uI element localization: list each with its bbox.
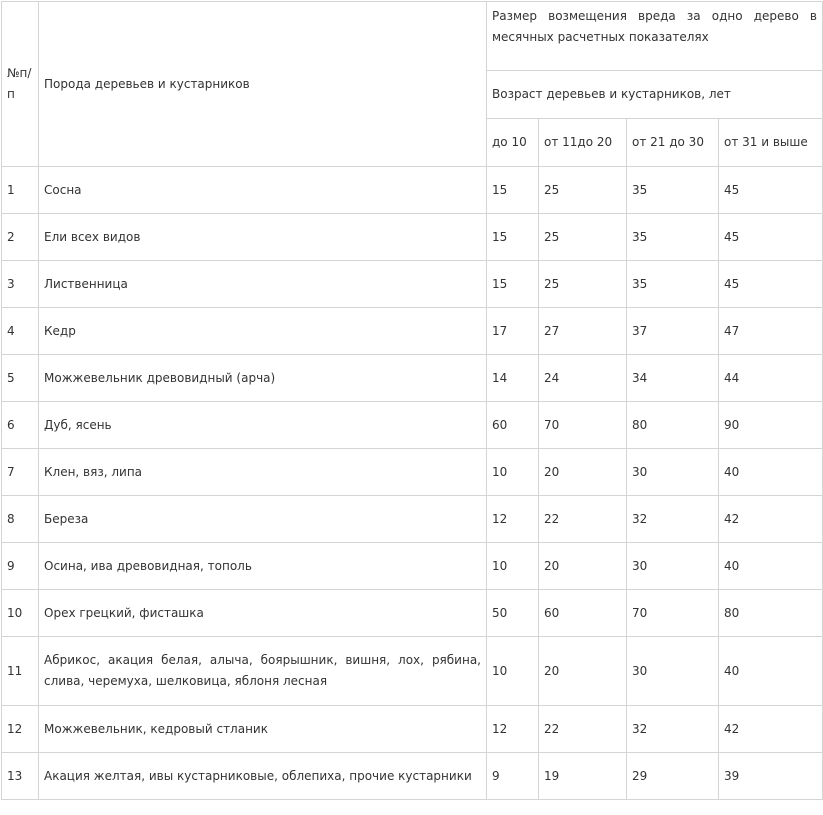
row-value: 40 [719, 637, 823, 706]
header-age-col: от 31 и выше [719, 119, 823, 167]
row-number: 8 [2, 496, 39, 543]
row-number: 7 [2, 449, 39, 496]
row-value: 22 [539, 706, 627, 753]
row-value: 70 [539, 402, 627, 449]
header-damage-size: Размер возмещения вреда за одно дерево в месячных расчетных показателях [487, 2, 823, 71]
table-row [2, 590, 823, 637]
row-number: 12 [2, 706, 39, 753]
row-species: Можжевельник, кедровый стланик [39, 706, 487, 753]
row-value: 80 [627, 402, 719, 449]
row-value: 15 [487, 261, 539, 308]
row-species: Лиственница [39, 261, 487, 308]
row-number: 11 [2, 637, 39, 706]
row-value: 14 [487, 355, 539, 402]
row-value: 42 [719, 706, 823, 753]
row-species: Абрикос, акация белая, алыча, боярышник, вишня, лох, рябина, слива, черемуха, шелковица, яблоня лесная [39, 637, 487, 706]
row-value: 20 [539, 637, 627, 706]
table-row [2, 261, 823, 308]
row-number: 9 [2, 543, 39, 590]
header-age-col: от 21 до 30 [627, 119, 719, 167]
table-row [2, 308, 823, 355]
header-age: Возраст деревьев и кустарников, лет [487, 71, 823, 119]
row-value: 35 [627, 167, 719, 214]
row-value: 22 [539, 496, 627, 543]
row-value: 12 [487, 706, 539, 753]
row-value: 90 [719, 402, 823, 449]
row-value: 37 [627, 308, 719, 355]
header-row-1 [2, 2, 823, 71]
table-row [2, 449, 823, 496]
row-value: 32 [627, 706, 719, 753]
row-value: 25 [539, 261, 627, 308]
row-value: 15 [487, 214, 539, 261]
row-species: Дуб, ясень [39, 402, 487, 449]
row-value: 40 [719, 543, 823, 590]
row-value: 20 [539, 449, 627, 496]
row-number: 13 [2, 753, 39, 800]
row-number: 5 [2, 355, 39, 402]
row-value: 45 [719, 167, 823, 214]
row-value: 9 [487, 753, 539, 800]
row-number: 3 [2, 261, 39, 308]
table-row [2, 637, 823, 706]
row-value: 80 [719, 590, 823, 637]
row-value: 10 [487, 637, 539, 706]
row-value: 45 [719, 261, 823, 308]
row-value: 60 [487, 402, 539, 449]
row-value: 60 [539, 590, 627, 637]
row-value: 27 [539, 308, 627, 355]
row-value: 42 [719, 496, 823, 543]
row-value: 40 [719, 449, 823, 496]
row-value: 29 [627, 753, 719, 800]
row-value: 30 [627, 637, 719, 706]
row-number: 2 [2, 214, 39, 261]
table-row [2, 543, 823, 590]
header-number: №п/п [2, 2, 39, 167]
row-value: 50 [487, 590, 539, 637]
row-value: 30 [627, 449, 719, 496]
table-row [2, 167, 823, 214]
row-value: 39 [719, 753, 823, 800]
table-row [2, 214, 823, 261]
row-species: Клен, вяз, липа [39, 449, 487, 496]
damage-rates-table [1, 1, 823, 800]
row-value: 35 [627, 261, 719, 308]
header-species: Порода деревьев и кустарников [39, 2, 487, 167]
row-value: 17 [487, 308, 539, 355]
row-value: 30 [627, 543, 719, 590]
table-row [2, 706, 823, 753]
row-number: 6 [2, 402, 39, 449]
row-species: Осина, ива древовидная, тополь [39, 543, 487, 590]
header-age-col: от 11до 20 [539, 119, 627, 167]
row-value: 34 [627, 355, 719, 402]
row-value: 45 [719, 214, 823, 261]
table-row [2, 355, 823, 402]
row-value: 15 [487, 167, 539, 214]
row-species: Береза [39, 496, 487, 543]
row-value: 32 [627, 496, 719, 543]
table-row [2, 753, 823, 800]
row-species: Акация желтая, ивы кустарниковые, облепиха, прочие кустарники [39, 753, 487, 800]
row-value: 25 [539, 214, 627, 261]
row-value: 47 [719, 308, 823, 355]
table-row [2, 496, 823, 543]
row-number: 4 [2, 308, 39, 355]
row-value: 19 [539, 753, 627, 800]
row-value: 44 [719, 355, 823, 402]
row-value: 12 [487, 496, 539, 543]
row-species: Можжевельник древовидный (арча) [39, 355, 487, 402]
row-value: 25 [539, 167, 627, 214]
row-number: 10 [2, 590, 39, 637]
row-value: 35 [627, 214, 719, 261]
row-value: 20 [539, 543, 627, 590]
row-species: Кедр [39, 308, 487, 355]
row-number: 1 [2, 167, 39, 214]
row-species: Ели всех видов [39, 214, 487, 261]
row-value: 70 [627, 590, 719, 637]
row-species: Орех грецкий, фисташка [39, 590, 487, 637]
header-age-col: до 10 [487, 119, 539, 167]
row-value: 10 [487, 449, 539, 496]
row-value: 24 [539, 355, 627, 402]
row-value: 10 [487, 543, 539, 590]
row-species: Сосна [39, 167, 487, 214]
table-row [2, 402, 823, 449]
